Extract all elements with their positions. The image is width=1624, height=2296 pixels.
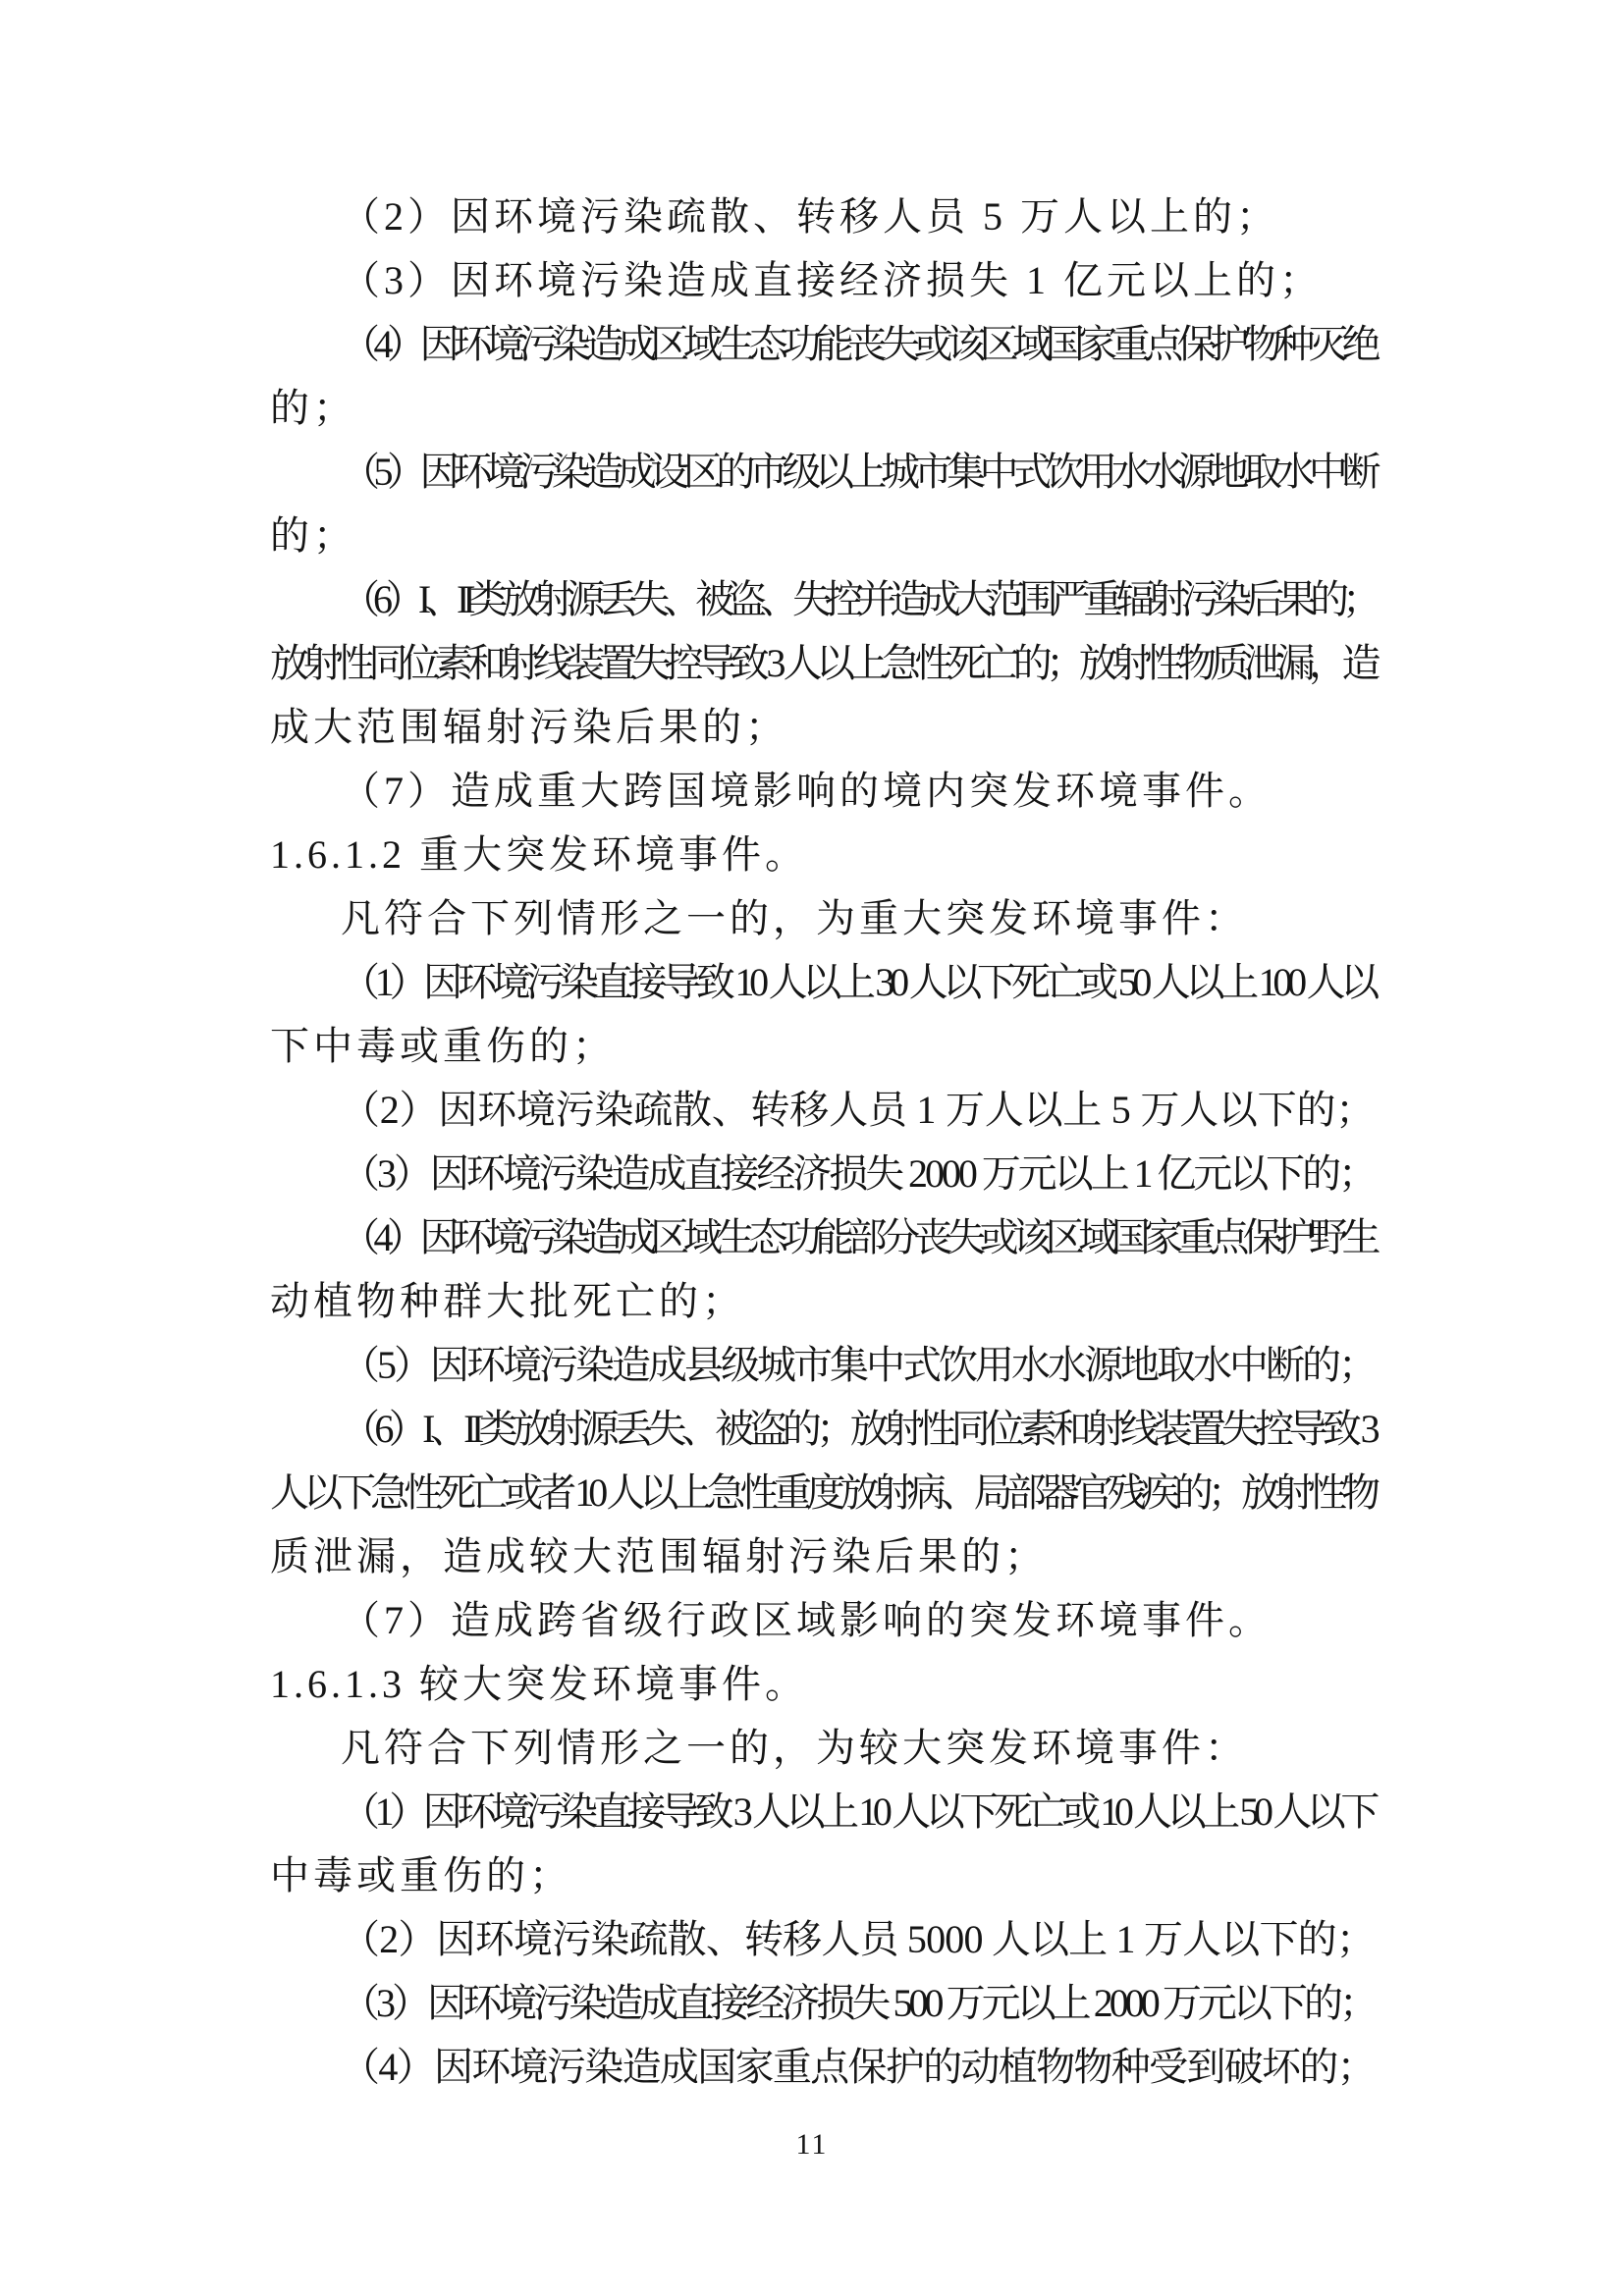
section-heading: 1.6.1.3 较大突发环境事件。 xyxy=(270,1662,808,1706)
doc-line: （6）I、II类放射源丢失、被盗的；放射性同位素和射线装置失控导致 3 xyxy=(341,1407,1375,1451)
doc-line: （1）因环境污染直接导致 3 人以上 10 人以下死亡或 10 人以上 50 人以下 xyxy=(341,1789,1375,1834)
document-body xyxy=(270,185,1375,2099)
doc-line: （7）造成跨省级行政区域影响的突发环境事件。 xyxy=(341,1598,1272,1642)
page-number: 11 xyxy=(795,2128,829,2161)
doc-line: 的； xyxy=(270,386,356,430)
doc-line: 放射性同位素和射线装置失控导致 3 人以上急性死亡的；放射性物质泄漏，造 xyxy=(270,641,1375,685)
doc-line: （7）造成重大跨国境影响的境内突发环境事件。 xyxy=(341,769,1272,813)
doc-line: 的； xyxy=(270,513,356,558)
doc-line: 凡符合下列情形之一的，为较大突发环境事件： xyxy=(341,1726,1248,1770)
doc-line: 动植物种群大批死亡的； xyxy=(270,1279,745,1323)
doc-line: （5）因环境污染造成县级城市集中式饮用水水源地取水中断的； xyxy=(341,1343,1375,1387)
doc-line: （3）因环境污染造成直接经济损失 500 万元以上 2000 万元以下的； xyxy=(341,1981,1375,2025)
doc-line: 凡符合下列情形之一的，为重大突发环境事件： xyxy=(341,896,1248,940)
doc-line: 中毒或重伤的； xyxy=(270,1853,572,1897)
doc-line: （3）因环境污染造成直接经济损失 2000 万元以上 1 亿元以下的； xyxy=(341,1151,1375,1196)
doc-line: 下中毒或重伤的； xyxy=(270,1024,616,1068)
doc-line: （6）I、II类放射源丢失、被盗、失控并造成大范围严重辐射污染后果的； xyxy=(341,577,1375,621)
doc-line: 质泄漏，造成较大范围辐射污染后果的； xyxy=(270,1534,1048,1578)
section-heading: 1.6.1.2 重大突发环境事件。 xyxy=(270,832,808,877)
doc-line: （4）因环境污染造成国家重点保护的动植物物种受到破坏的； xyxy=(341,2045,1375,2089)
doc-line: （4）因环境污染造成区域生态功能部分丧失或该区域国家重点保护野生 xyxy=(341,1215,1375,1259)
doc-line: 成大范围辐射污染后果的； xyxy=(270,705,788,749)
doc-line: （2）因环境污染疏散、转移人员 1 万人以上 5 万人以下的； xyxy=(341,1088,1375,1132)
doc-line: （1）因环境污染直接导致 10 人以上 30 人以下死亡或 50 人以上 100 人以 xyxy=(341,960,1375,1004)
doc-line: （4）因环境污染造成区域生态功能丧失或该区域国家重点保护物种灭绝 xyxy=(341,322,1375,366)
doc-line: （3）因环境污染造成直接经济损失 1 亿元以上的； xyxy=(341,258,1323,302)
doc-line: 人以下急性死亡或者 10 人以上急性重度放射病、局部器官残疾的；放射性物 xyxy=(270,1470,1375,1515)
doc-line: （5）因环境污染造成设区的市级以上城市集中式饮用水水源地取水中断 xyxy=(341,450,1375,494)
doc-line: （2）因环境污染疏散、转移人员 5000 人以上 1 万人以下的； xyxy=(341,1917,1375,1961)
doc-line: （2）因环境污染疏散、转移人员 5 万人以上的； xyxy=(341,194,1279,239)
